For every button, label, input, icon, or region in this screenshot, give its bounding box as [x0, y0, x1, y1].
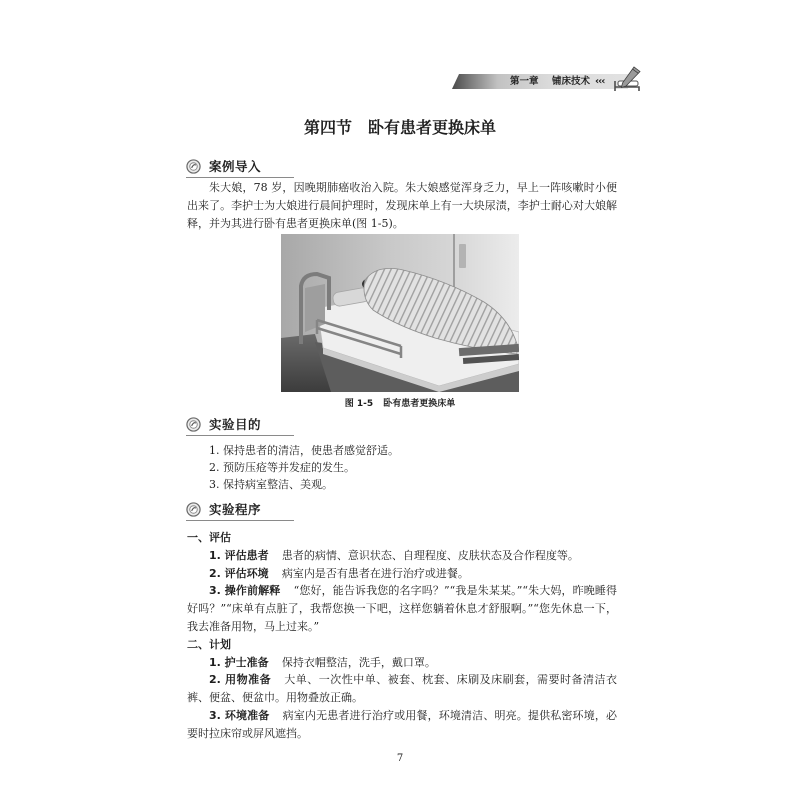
- item-text: 大单、一次性中单、被套、枕套、床刷及床刷套，需要时备清洁衣裤、便盆、便盆巾。用物叠放正确。: [187, 673, 617, 705]
- plan-heading: 二、计划: [187, 637, 231, 651]
- chapter-number: 第一章: [510, 76, 539, 87]
- figure: [281, 234, 519, 392]
- item-label: 3. 操作前解释: [209, 584, 281, 598]
- page-number: 7: [396, 753, 404, 764]
- assess-item-explanation: [187, 582, 617, 635]
- plan-item-supplies: [187, 671, 617, 707]
- section-heading-purpose: [186, 416, 294, 434]
- item-text: 病室内无患者进行治疗或用餐，环境清洁、明亮。提供私密环境，必要时拉床帘或屏风遮挡。: [187, 708, 617, 740]
- figure-caption-text: 卧有患者更换床单: [383, 399, 456, 409]
- list-item: 1. 保持患者的清洁，使患者感觉舒适。: [209, 443, 399, 457]
- wall-outlet: [459, 244, 466, 268]
- section-heading-procedure: [186, 501, 294, 519]
- assess-item-environment: [187, 565, 617, 583]
- item-label: 2. 用物准备: [209, 673, 272, 687]
- section-badge-icon: [186, 502, 201, 517]
- headboard-panel: [305, 284, 325, 332]
- purpose-list: [187, 442, 617, 493]
- chapter-title: 铺床技术: [552, 76, 591, 87]
- bed-pencil-icon: [612, 64, 644, 94]
- item-label: 3. 环境准备: [209, 708, 270, 722]
- section-heading-text: 实验程序: [209, 502, 262, 517]
- case-paragraph: 朱大娘，78 岁，因晚期肺癌收治入院。朱大娘感觉浑身乏力，早上一阵咳嗽时小便出来了。李护士为大娘进行晨间护理时，发现床单上有一大块尿渍，李护士耐心对大娘解释，并为其进行卧有患者更换床单(图 1-5)。: [187, 181, 617, 230]
- list-item: 2. 预防压疮等并发症的发生。: [209, 460, 355, 474]
- section-badge-icon: [186, 159, 201, 174]
- figure-photo: [281, 234, 519, 392]
- section-badge-icon: [186, 417, 201, 432]
- item-label: 1. 护士准备: [209, 655, 269, 669]
- procedure-body: [187, 529, 617, 743]
- item-label: 2. 评估环境: [209, 566, 269, 580]
- list-item: 3. 保持病室整洁、美观。: [209, 477, 333, 491]
- figure-label: 图 1-5: [344, 399, 374, 409]
- section-heading-case: [186, 158, 294, 176]
- section-title: 卧有患者更换床单: [368, 118, 497, 137]
- assess-heading: 一、评估: [187, 531, 231, 544]
- running-header: [450, 68, 645, 94]
- chevrons-icon: ‹‹‹: [595, 76, 605, 87]
- item-text: “您好，能告诉我您的名字吗？”“我是朱某某。”“朱大妈，昨晚睡得好吗？”“床单有点脏了，我帮您换一下吧，这样您躺着休息才舒服啊。”“您先休息一下，我去准备用物，马上过来。”: [187, 584, 617, 633]
- item-text: 患者的病情、意识状态、自理程度、皮肤状态及合作程度等。: [281, 548, 579, 562]
- item-label: 1. 评估患者: [209, 548, 269, 562]
- section-heading-text: 案例导入: [209, 159, 262, 174]
- page-title: [0, 118, 800, 138]
- assess-item-patient: [187, 547, 617, 565]
- section-number: 第四节: [303, 118, 352, 137]
- plan-item-environment: [187, 707, 617, 743]
- item-text: 保持衣帽整洁，洗手，戴口罩。: [281, 655, 436, 669]
- figure-caption: [0, 397, 800, 411]
- item-text: 病室内是否有患者在进行治疗或进餐。: [281, 566, 469, 580]
- plan-item-nurse: [187, 654, 617, 672]
- section-heading-text: 实验目的: [209, 417, 262, 432]
